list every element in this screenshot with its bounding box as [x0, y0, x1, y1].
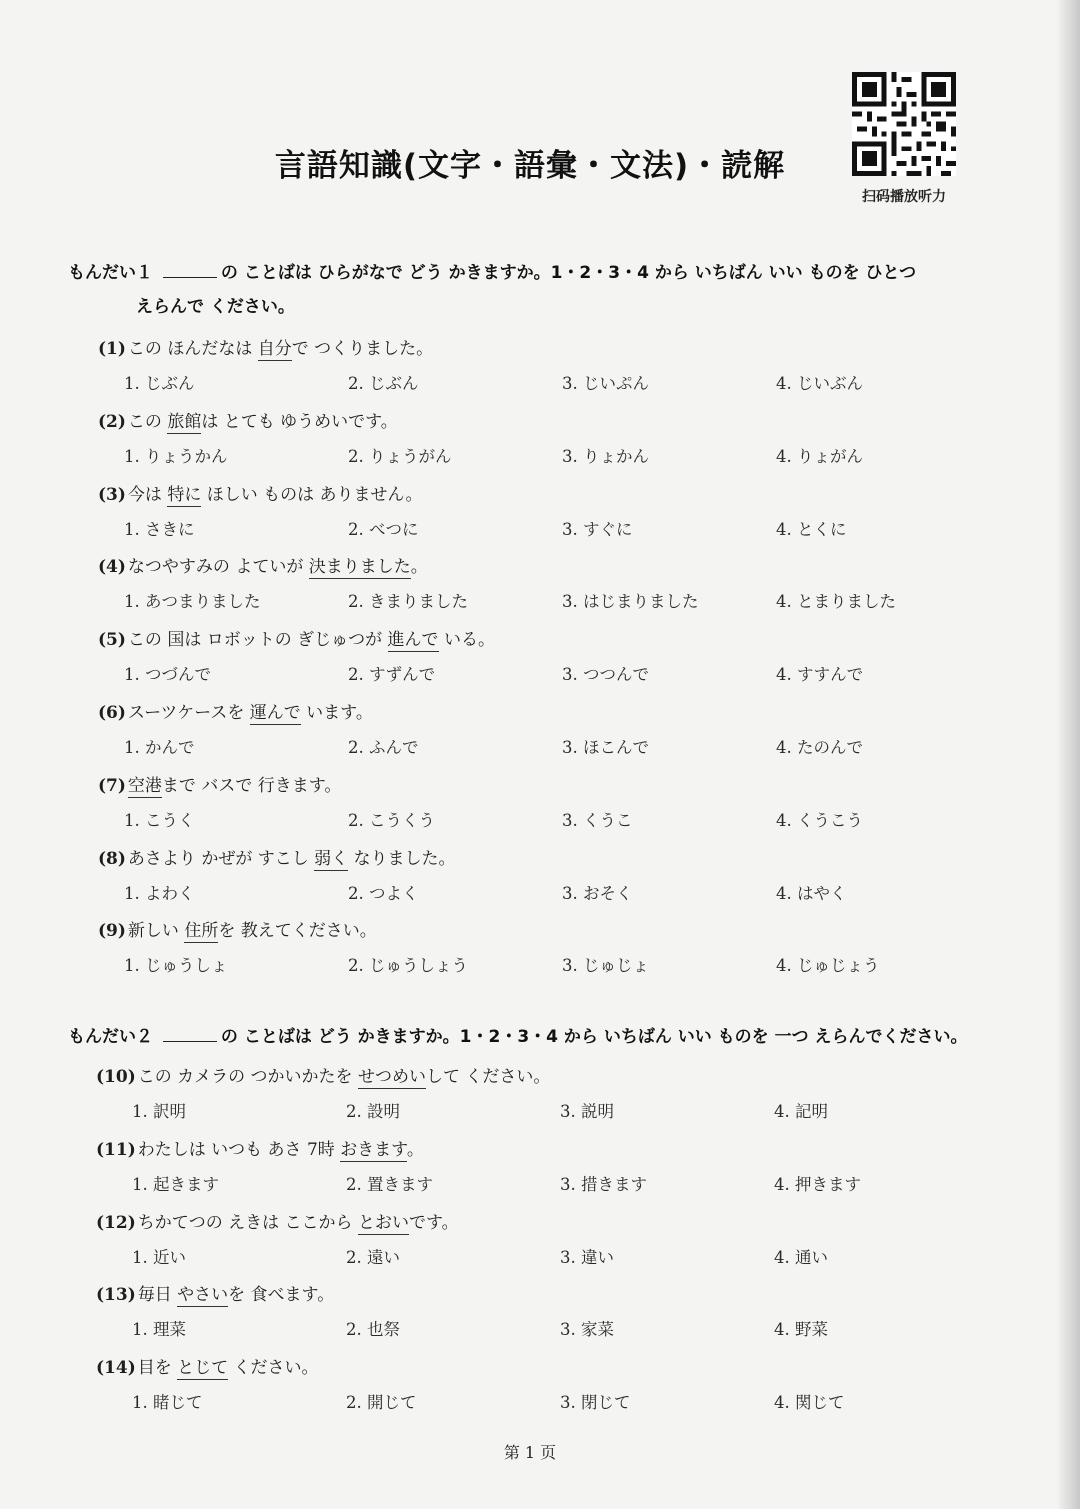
underlined-word: 進んで — [387, 630, 439, 651]
answer-option: 2. すずんで — [348, 665, 436, 685]
question-number: (14) — [96, 1358, 136, 1379]
answer-option: 3. 閉じて — [560, 1393, 631, 1413]
answer-option: 1. 睹じて — [132, 1393, 203, 1413]
question-text: 。 — [406, 1139, 424, 1160]
answer-option: 1. あつまりました — [124, 592, 261, 612]
question-stem — [98, 916, 377, 941]
question-text: で つくりました。 — [291, 339, 434, 359]
question-number: (1) — [98, 339, 126, 359]
underlined-word: 運んで — [249, 703, 301, 723]
question-text: 今は — [127, 484, 168, 505]
answer-option: 2. じゅうしょう — [348, 956, 468, 976]
underlined-word: 決まりました — [308, 557, 411, 578]
question-stem — [96, 1208, 459, 1233]
underlined-word: せつめい — [357, 1067, 426, 1087]
answer-option: 1. じゅうしょ — [124, 956, 228, 976]
page-edge-shadow — [1056, 0, 1080, 1509]
answer-option: 3. じいぷん — [562, 374, 649, 393]
question-stem — [96, 1280, 334, 1305]
question-text: なりました。 — [348, 848, 456, 869]
answer-option: 3. はじまりました — [562, 592, 699, 612]
answer-option: 2. きまりました — [348, 592, 468, 612]
answer-option: 3. くうこ — [562, 810, 633, 830]
answer-option: 1. つづんで — [124, 665, 211, 685]
mondai2-blank — [163, 1025, 217, 1042]
answer-option: 4. 押きます — [774, 1174, 861, 1194]
answer-option: 4. はやく — [776, 883, 847, 903]
mondai1-blank — [163, 261, 217, 278]
question-stem — [98, 334, 433, 359]
answer-option: 3. すぐに — [562, 519, 633, 539]
answer-option: 3. ほこんで — [562, 738, 649, 757]
question-stem — [98, 480, 423, 505]
question-text: まで バスで 行きます。 — [161, 775, 342, 796]
underlined-word: 旅館 — [167, 411, 202, 432]
question-text: 。 — [410, 557, 428, 578]
question-text: して ください。 — [425, 1067, 551, 1087]
question-stem — [96, 1353, 319, 1378]
question-text: あさより かぜが すこし — [127, 848, 315, 869]
question-text: を 教えてください。 — [218, 921, 377, 942]
question-stem — [98, 407, 398, 432]
answer-option: 1. さきに — [124, 519, 195, 539]
underlined-word: 住所 — [184, 921, 219, 942]
question-text: 毎日 — [137, 1285, 178, 1306]
question-number: (2) — [98, 411, 126, 432]
answer-option: 4. 関じて — [774, 1393, 845, 1413]
question-text: は とても ゆうめいです。 — [201, 411, 398, 432]
question-text: この ほんだなは — [127, 339, 258, 359]
question-stem — [98, 625, 495, 650]
question-text: ちかてつの えきは ここから — [137, 1212, 358, 1233]
answer-option: 1. 近い — [132, 1247, 186, 1267]
answer-option: 1. かんで — [124, 738, 195, 757]
question-text: 新しい — [127, 921, 185, 942]
answer-option: 4. とくに — [776, 519, 847, 539]
mondai1-instruction — [68, 256, 1028, 324]
answer-option: 2. ふんで — [348, 738, 419, 757]
answer-option: 1. 訳明 — [132, 1102, 186, 1121]
answer-option: 3. 家菜 — [560, 1320, 614, 1340]
answer-option: 1. 起きます — [132, 1174, 219, 1194]
answer-option: 4. 野菜 — [774, 1320, 828, 1340]
question-text: この — [127, 411, 168, 432]
answer-option: 4. じいぶん — [776, 374, 863, 393]
qr-code-image — [852, 72, 956, 176]
question-text: なつやすみの よていが — [127, 557, 309, 578]
page-number: 第 1 页 — [503, 1443, 557, 1462]
mondai2-instruction-line1: の ことばは どう かきますか。1・2・3・4 から いちばん いい ものを 一つ えらんでください。 — [220, 1027, 968, 1047]
mondai1-instruction-line1: の ことばは ひらがなで どう かきますか。1・2・3・4 から いちばん いい ものを ひとつ — [220, 263, 917, 283]
question-stem — [96, 1062, 550, 1087]
answer-option: 3. じゅじょ — [562, 956, 649, 976]
question-text: を 食べます。 — [228, 1285, 335, 1306]
answer-option: 1. じぶん — [124, 374, 195, 393]
answer-option: 2. 遠い — [346, 1247, 400, 1267]
question-stem — [98, 771, 341, 796]
question-text: スーツケースを — [127, 703, 250, 723]
question-text: この カメラの つかいかたを — [137, 1067, 358, 1087]
page-title: 言語知識(文字・語彙・文法)・読解 — [274, 148, 786, 184]
question-text: 目を — [137, 1358, 178, 1379]
answer-option: 1. りょうかん — [124, 446, 228, 466]
underlined-word: とおい — [357, 1212, 409, 1233]
answer-option: 1. こうく — [124, 810, 195, 830]
underlined-word: 自分 — [257, 339, 292, 359]
question-text: わたしは いつも あさ 7時 — [137, 1139, 341, 1160]
mondai2-label: もんだい２ — [68, 1027, 153, 1047]
question-text: ください。 — [228, 1358, 319, 1379]
underlined-word: やさい — [177, 1285, 229, 1306]
answer-option: 4. とまりました — [776, 592, 896, 612]
mondai1-label: もんだい１ — [68, 263, 153, 283]
answer-option: 2. 置きます — [346, 1174, 433, 1194]
question-number: (12) — [96, 1212, 136, 1233]
question-number: (9) — [98, 921, 126, 942]
question-number: (13) — [96, 1285, 136, 1306]
qr-caption: 扫码播放听力 — [862, 189, 946, 205]
question-number: (3) — [98, 484, 126, 505]
question-text: いる。 — [438, 630, 495, 651]
answer-option: 4. くうこう — [776, 810, 863, 830]
answer-option: 4. じゅじょう — [776, 956, 880, 976]
underlined-word: 弱く — [314, 848, 349, 869]
question-number: (5) — [98, 630, 126, 651]
answer-option: 2. 設明 — [346, 1102, 400, 1121]
question-stem — [98, 844, 456, 869]
underlined-word: 特に — [167, 484, 202, 505]
answer-option: 4. 記明 — [774, 1102, 828, 1121]
question-number: (10) — [96, 1067, 136, 1087]
question-number: (11) — [96, 1139, 136, 1160]
answer-option: 2. つよく — [348, 883, 419, 903]
answer-option: 4. 通い — [774, 1247, 828, 1267]
question-number: (4) — [98, 557, 126, 578]
question-text: この 国は ロボットの ぎじゅつが — [127, 630, 388, 651]
question-text: です。 — [408, 1212, 459, 1233]
answer-option: 1. よわく — [124, 883, 195, 903]
answer-option: 3. おそく — [562, 883, 633, 903]
answer-option: 3. 説明 — [560, 1102, 614, 1121]
answer-option: 2. べつに — [348, 519, 419, 539]
answer-option: 2. りょうがん — [348, 446, 452, 466]
question-text: ほしい ものは ありません。 — [201, 484, 423, 505]
answer-option: 3. つつんで — [562, 665, 649, 685]
underlined-word: おきます — [340, 1139, 407, 1160]
answer-option: 2. 開じて — [346, 1393, 417, 1413]
question-stem — [96, 1135, 424, 1160]
question-number: (7) — [98, 775, 126, 796]
question-number: (8) — [98, 848, 126, 869]
mondai2-instruction — [68, 1020, 1028, 1054]
answer-option: 4. すすんで — [776, 665, 864, 685]
answer-option: 3. 措きます — [560, 1174, 647, 1194]
answer-option: 2. こうくう — [348, 810, 435, 830]
question-stem — [98, 698, 373, 723]
question-text: います。 — [300, 703, 373, 723]
mondai1-instruction-line2: えらんで ください。 — [136, 297, 295, 317]
answer-option: 1. 理菜 — [132, 1320, 186, 1340]
answer-option: 4. りょがん — [776, 446, 863, 466]
question-stem — [98, 552, 428, 577]
answer-option: 4. たのんで — [776, 738, 863, 757]
answer-option: 3. 違い — [560, 1247, 614, 1267]
answer-option: 3. りょかん — [562, 446, 649, 466]
underlined-word: 空港 — [127, 775, 162, 796]
underlined-word: とじて — [177, 1358, 229, 1379]
answer-option: 2. じぶん — [348, 374, 419, 393]
question-number: (6) — [98, 703, 126, 723]
answer-option: 2. 也祭 — [346, 1320, 400, 1340]
